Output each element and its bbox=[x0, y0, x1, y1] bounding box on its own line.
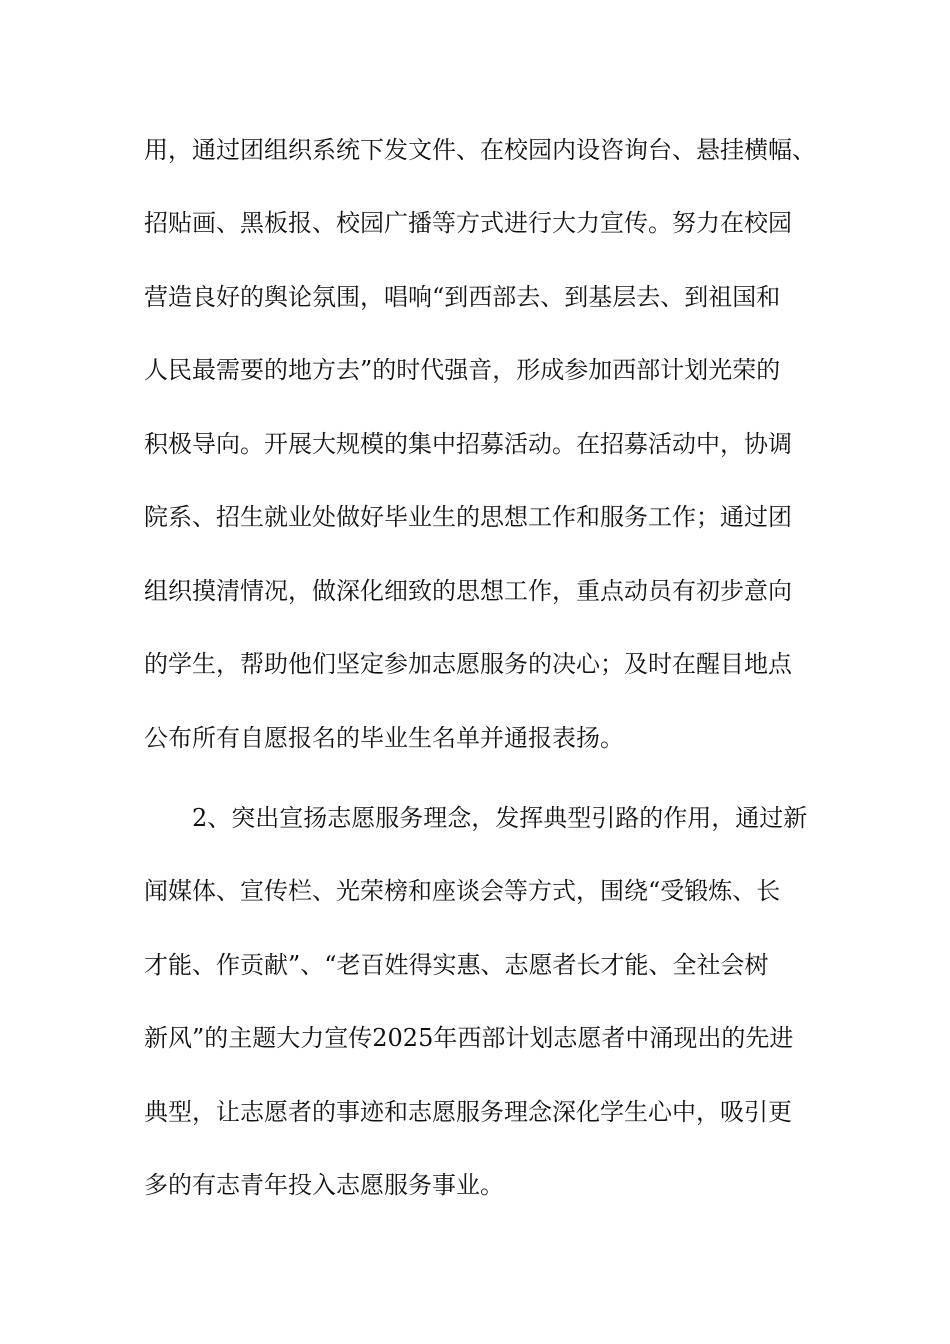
text-line: 人民最需要的地方去”的时代强音，形成参加西部计划光荣的 bbox=[144, 356, 781, 384]
text-line: 典型，让志愿者的事迹和志愿服务理念深化学生心中，吸引更 bbox=[144, 1098, 792, 1126]
text-line: 新风”的主题大力宣传2025年西部计划志愿者中涌现出的先进 bbox=[144, 1024, 794, 1052]
text-line: 招贴画、黑板报、校园广播等方式进行大力宣传。努力在校园 bbox=[144, 209, 792, 237]
text-line: 公布所有自愿报名的毕业生名单并通报表扬。 bbox=[144, 724, 624, 752]
text-line: 多的有志青年投入志愿服务事业。 bbox=[144, 1171, 504, 1199]
text-line: 积极导向。开展大规模的集中招募活动。在招募活动中，协调 bbox=[144, 430, 792, 458]
text-line: 营造良好的舆论氛围，唱响“到西部去、到基层去、到祖国和 bbox=[144, 283, 781, 311]
text-line: 组织摸清情况，做深化细致的思想工作，重点动员有初步意向 bbox=[144, 577, 792, 605]
text-line: 的学生，帮助他们坚定参加志愿服务的决心；及时在醒目地点 bbox=[144, 650, 792, 678]
text-line: 用，通过团组织系统下发文件、在校园内设咨询台、悬挂横幅、 bbox=[144, 136, 816, 164]
text-line: 闻媒体、宣传栏、光荣榜和座谈会等方式，围绕“受锻炼、长 bbox=[144, 877, 781, 905]
text-line: 才能、作贡献”、“老百姓得实惠、志愿者长才能、全社会树 bbox=[144, 951, 769, 979]
paragraph-2-first-line: 2、突出宣扬志愿服务理念，发挥典型引路的作用，通过新 bbox=[192, 804, 808, 832]
text-line: 院系、招生就业处做好毕业生的思想工作和服务工作；通过团 bbox=[144, 503, 792, 531]
